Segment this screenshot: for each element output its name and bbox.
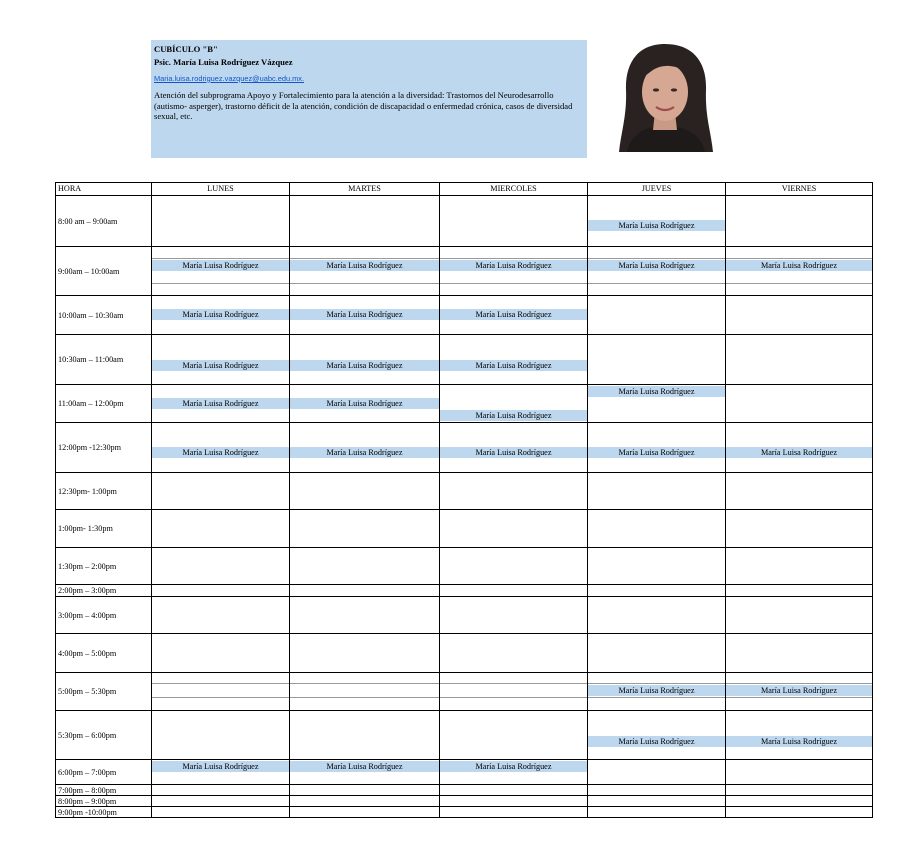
table-row bbox=[56, 796, 873, 807]
appointment-label: María Luisa Rodríguez bbox=[440, 360, 587, 371]
slot-cell bbox=[440, 473, 588, 510]
table-row bbox=[56, 548, 873, 585]
slot-cell bbox=[440, 510, 588, 548]
slot-cell bbox=[440, 807, 588, 818]
appointment-label: María Luisa Rodríguez bbox=[290, 447, 439, 458]
slot-cell bbox=[290, 760, 440, 785]
advisor-info-box bbox=[151, 40, 587, 158]
appointment-label: María Luisa Rodríguez bbox=[152, 360, 289, 371]
header-jueves: JUEVES bbox=[588, 183, 726, 196]
slot-cell bbox=[440, 796, 588, 807]
appointment-label: María Luisa Rodríguez bbox=[152, 447, 289, 458]
table-row bbox=[56, 423, 873, 473]
slot-cell bbox=[588, 597, 726, 634]
slot-cell bbox=[588, 196, 726, 247]
slot-cell bbox=[726, 597, 873, 634]
slot-cell bbox=[588, 785, 726, 796]
slot-cell bbox=[726, 423, 873, 473]
slot-cell bbox=[440, 548, 588, 585]
time-cell: 9:00pm -10:00pm bbox=[56, 807, 152, 818]
slot-cell bbox=[152, 673, 290, 711]
slot-cell bbox=[588, 634, 726, 673]
time-cell: 3:00pm – 4:00pm bbox=[56, 597, 152, 634]
table-row bbox=[56, 196, 873, 247]
slot-cell bbox=[726, 785, 873, 796]
slot-cell bbox=[726, 473, 873, 510]
time-cell: 12:30pm- 1:00pm bbox=[56, 473, 152, 510]
slot-cell bbox=[440, 196, 588, 247]
slot-cell bbox=[152, 760, 290, 785]
table-row bbox=[56, 585, 873, 597]
header-miercoles: MIERCOLES bbox=[440, 183, 588, 196]
time-cell: 5:30pm – 6:00pm bbox=[56, 711, 152, 760]
time-cell: 5:00pm – 5:30pm bbox=[56, 673, 152, 711]
appointment-label: María Luisa Rodríguez bbox=[290, 761, 439, 772]
slot-cell bbox=[152, 548, 290, 585]
slot-cell bbox=[290, 796, 440, 807]
slot-cell bbox=[290, 473, 440, 510]
slot-cell bbox=[588, 247, 726, 296]
slot-cell bbox=[290, 335, 440, 385]
table-row bbox=[56, 597, 873, 634]
slot-cell bbox=[290, 510, 440, 548]
slot-cell bbox=[726, 760, 873, 785]
appointment-label: María Luisa Rodríguez bbox=[440, 410, 587, 421]
slot-cell bbox=[726, 247, 873, 296]
slot-cell bbox=[588, 296, 726, 335]
slot-cell bbox=[152, 335, 290, 385]
slot-cell bbox=[152, 385, 290, 423]
appointment-label: María Luisa Rodríguez bbox=[588, 386, 725, 397]
schedule-table bbox=[55, 182, 873, 818]
advisor-photo bbox=[613, 40, 718, 152]
slot-cell bbox=[726, 711, 873, 760]
slot-cell bbox=[726, 548, 873, 585]
time-cell: 4:00pm – 5:00pm bbox=[56, 634, 152, 673]
slot-cell bbox=[152, 634, 290, 673]
table-row bbox=[56, 785, 873, 796]
slot-cell bbox=[588, 423, 726, 473]
slot-cell bbox=[726, 296, 873, 335]
time-cell: 1:00pm- 1:30pm bbox=[56, 510, 152, 548]
slot-cell bbox=[152, 597, 290, 634]
slot-cell bbox=[440, 247, 588, 296]
slot-cell bbox=[152, 585, 290, 597]
appointment-label: María Luisa Rodríguez bbox=[152, 761, 289, 772]
time-cell: 8:00 am – 9:00am bbox=[56, 196, 152, 247]
appointment-label: María Luisa Rodríguez bbox=[290, 398, 439, 409]
appointment-label: María Luisa Rodríguez bbox=[290, 360, 439, 371]
appointment-label: María Luisa Rodríguez bbox=[440, 309, 587, 320]
slot-cell bbox=[440, 585, 588, 597]
slot-cell bbox=[588, 807, 726, 818]
table-row bbox=[56, 473, 873, 510]
header-viernes: VIERNES bbox=[726, 183, 873, 196]
time-cell: 10:30am – 11:00am bbox=[56, 335, 152, 385]
advisor-description: Atención del subprograma Apoyo y Fortalecimiento para la atención a la diversidad: Trastornos del Neurodesarrollo (autismo- asperger), trastorno déficit de la atención, condición de discapacidad o enfermedad crónica, casos de diversidad sexual, etc. bbox=[154, 90, 573, 122]
slot-cell bbox=[290, 673, 440, 711]
slot-cell bbox=[726, 585, 873, 597]
slot-cell bbox=[440, 335, 588, 385]
slot-cell bbox=[726, 634, 873, 673]
slot-cell bbox=[726, 385, 873, 423]
slot-cell bbox=[588, 796, 726, 807]
header-row bbox=[56, 183, 873, 196]
time-cell: 2:00pm – 3:00pm bbox=[56, 585, 152, 597]
slot-cell bbox=[152, 796, 290, 807]
slot-cell bbox=[588, 548, 726, 585]
time-cell: 12:00pm -12:30pm bbox=[56, 423, 152, 473]
slot-cell bbox=[440, 673, 588, 711]
slot-cell bbox=[290, 548, 440, 585]
slot-cell bbox=[440, 711, 588, 760]
slot-cell bbox=[152, 711, 290, 760]
slot-cell bbox=[588, 335, 726, 385]
slot-cell bbox=[152, 807, 290, 818]
appointment-label: María Luisa Rodríguez bbox=[726, 260, 872, 271]
table-row bbox=[56, 510, 873, 548]
appointment-label: María Luisa Rodríguez bbox=[290, 260, 439, 271]
slot-cell bbox=[588, 760, 726, 785]
table-row bbox=[56, 673, 873, 711]
slot-cell bbox=[726, 796, 873, 807]
slot-cell bbox=[726, 510, 873, 548]
slot-cell bbox=[290, 597, 440, 634]
slot-cell bbox=[290, 585, 440, 597]
appointment-label: María Luisa Rodríguez bbox=[726, 685, 872, 696]
appointment-label: María Luisa Rodríguez bbox=[440, 260, 587, 271]
table-row bbox=[56, 807, 873, 818]
appointment-label: María Luisa Rodríguez bbox=[440, 447, 587, 458]
slot-cell bbox=[290, 196, 440, 247]
table-row bbox=[56, 711, 873, 760]
slot-cell bbox=[152, 510, 290, 548]
appointment-label: María Luisa Rodríguez bbox=[588, 736, 725, 747]
slot-cell bbox=[152, 296, 290, 335]
advisor-name: Psic. María Luisa Rodríguez Vázquez bbox=[154, 57, 293, 68]
time-cell: 7:00pm – 8:00pm bbox=[56, 785, 152, 796]
slot-cell bbox=[588, 673, 726, 711]
slot-cell bbox=[290, 296, 440, 335]
table-row bbox=[56, 247, 873, 296]
appointment-label: María Luisa Rodríguez bbox=[152, 398, 289, 409]
slot-cell bbox=[152, 247, 290, 296]
slot-cell bbox=[588, 385, 726, 423]
time-cell: 1:30pm – 2:00pm bbox=[56, 548, 152, 585]
table-row bbox=[56, 385, 873, 423]
time-cell: 11:00am – 12:00pm bbox=[56, 385, 152, 423]
table-row bbox=[56, 335, 873, 385]
slot-cell bbox=[726, 196, 873, 247]
slot-cell bbox=[152, 196, 290, 247]
header-lunes: LUNES bbox=[152, 183, 290, 196]
slot-cell bbox=[440, 760, 588, 785]
slot-cell bbox=[440, 423, 588, 473]
slot-cell bbox=[290, 247, 440, 296]
slot-cell bbox=[152, 423, 290, 473]
appointment-label: María Luisa Rodríguez bbox=[290, 309, 439, 320]
slot-cell bbox=[152, 785, 290, 796]
appointment-label: María Luisa Rodríguez bbox=[440, 761, 587, 772]
time-cell: 6:00pm – 7:00pm bbox=[56, 760, 152, 785]
table-row bbox=[56, 296, 873, 335]
slot-cell bbox=[290, 785, 440, 796]
appointment-label: María Luisa Rodríguez bbox=[588, 260, 725, 271]
slot-cell bbox=[440, 597, 588, 634]
portrait-image bbox=[613, 40, 718, 152]
advisor-email-link[interactable]: Maria.luisa.rodriguez.vazquez@uabc.edu.mx. bbox=[154, 73, 305, 83]
header-martes: MARTES bbox=[290, 183, 440, 196]
slot-cell bbox=[726, 807, 873, 818]
slot-cell bbox=[588, 585, 726, 597]
time-cell: 10:00am – 10:30am bbox=[56, 296, 152, 335]
slot-cell bbox=[726, 335, 873, 385]
appointment-label: María Luisa Rodríguez bbox=[588, 220, 725, 231]
slot-cell bbox=[726, 673, 873, 711]
appointment-label: María Luisa Rodríguez bbox=[152, 260, 289, 271]
table-row bbox=[56, 760, 873, 785]
table-row bbox=[56, 634, 873, 673]
slot-cell bbox=[152, 473, 290, 510]
slot-cell bbox=[440, 296, 588, 335]
appointment-label: María Luisa Rodríguez bbox=[588, 685, 725, 696]
slot-cell bbox=[440, 634, 588, 673]
slot-cell bbox=[588, 473, 726, 510]
slot-cell bbox=[290, 711, 440, 760]
time-cell: 8:00pm – 9:00pm bbox=[56, 796, 152, 807]
slot-cell bbox=[440, 785, 588, 796]
time-cell: 9:00am – 10:00am bbox=[56, 247, 152, 296]
slot-cell bbox=[290, 807, 440, 818]
slot-cell bbox=[588, 510, 726, 548]
appointment-label: María Luisa Rodríguez bbox=[588, 447, 725, 458]
slot-cell bbox=[290, 423, 440, 473]
slot-cell bbox=[588, 711, 726, 760]
slot-cell bbox=[290, 634, 440, 673]
cubiculo-title: CUBÍCULO "B" bbox=[154, 44, 218, 54]
slot-cell bbox=[290, 385, 440, 423]
appointment-label: María Luisa Rodríguez bbox=[726, 447, 872, 458]
slot-cell bbox=[440, 385, 588, 423]
appointment-label: María Luisa Rodríguez bbox=[726, 736, 872, 747]
appointment-label: María Luisa Rodríguez bbox=[152, 309, 289, 320]
header-hora: HORA bbox=[56, 183, 152, 196]
